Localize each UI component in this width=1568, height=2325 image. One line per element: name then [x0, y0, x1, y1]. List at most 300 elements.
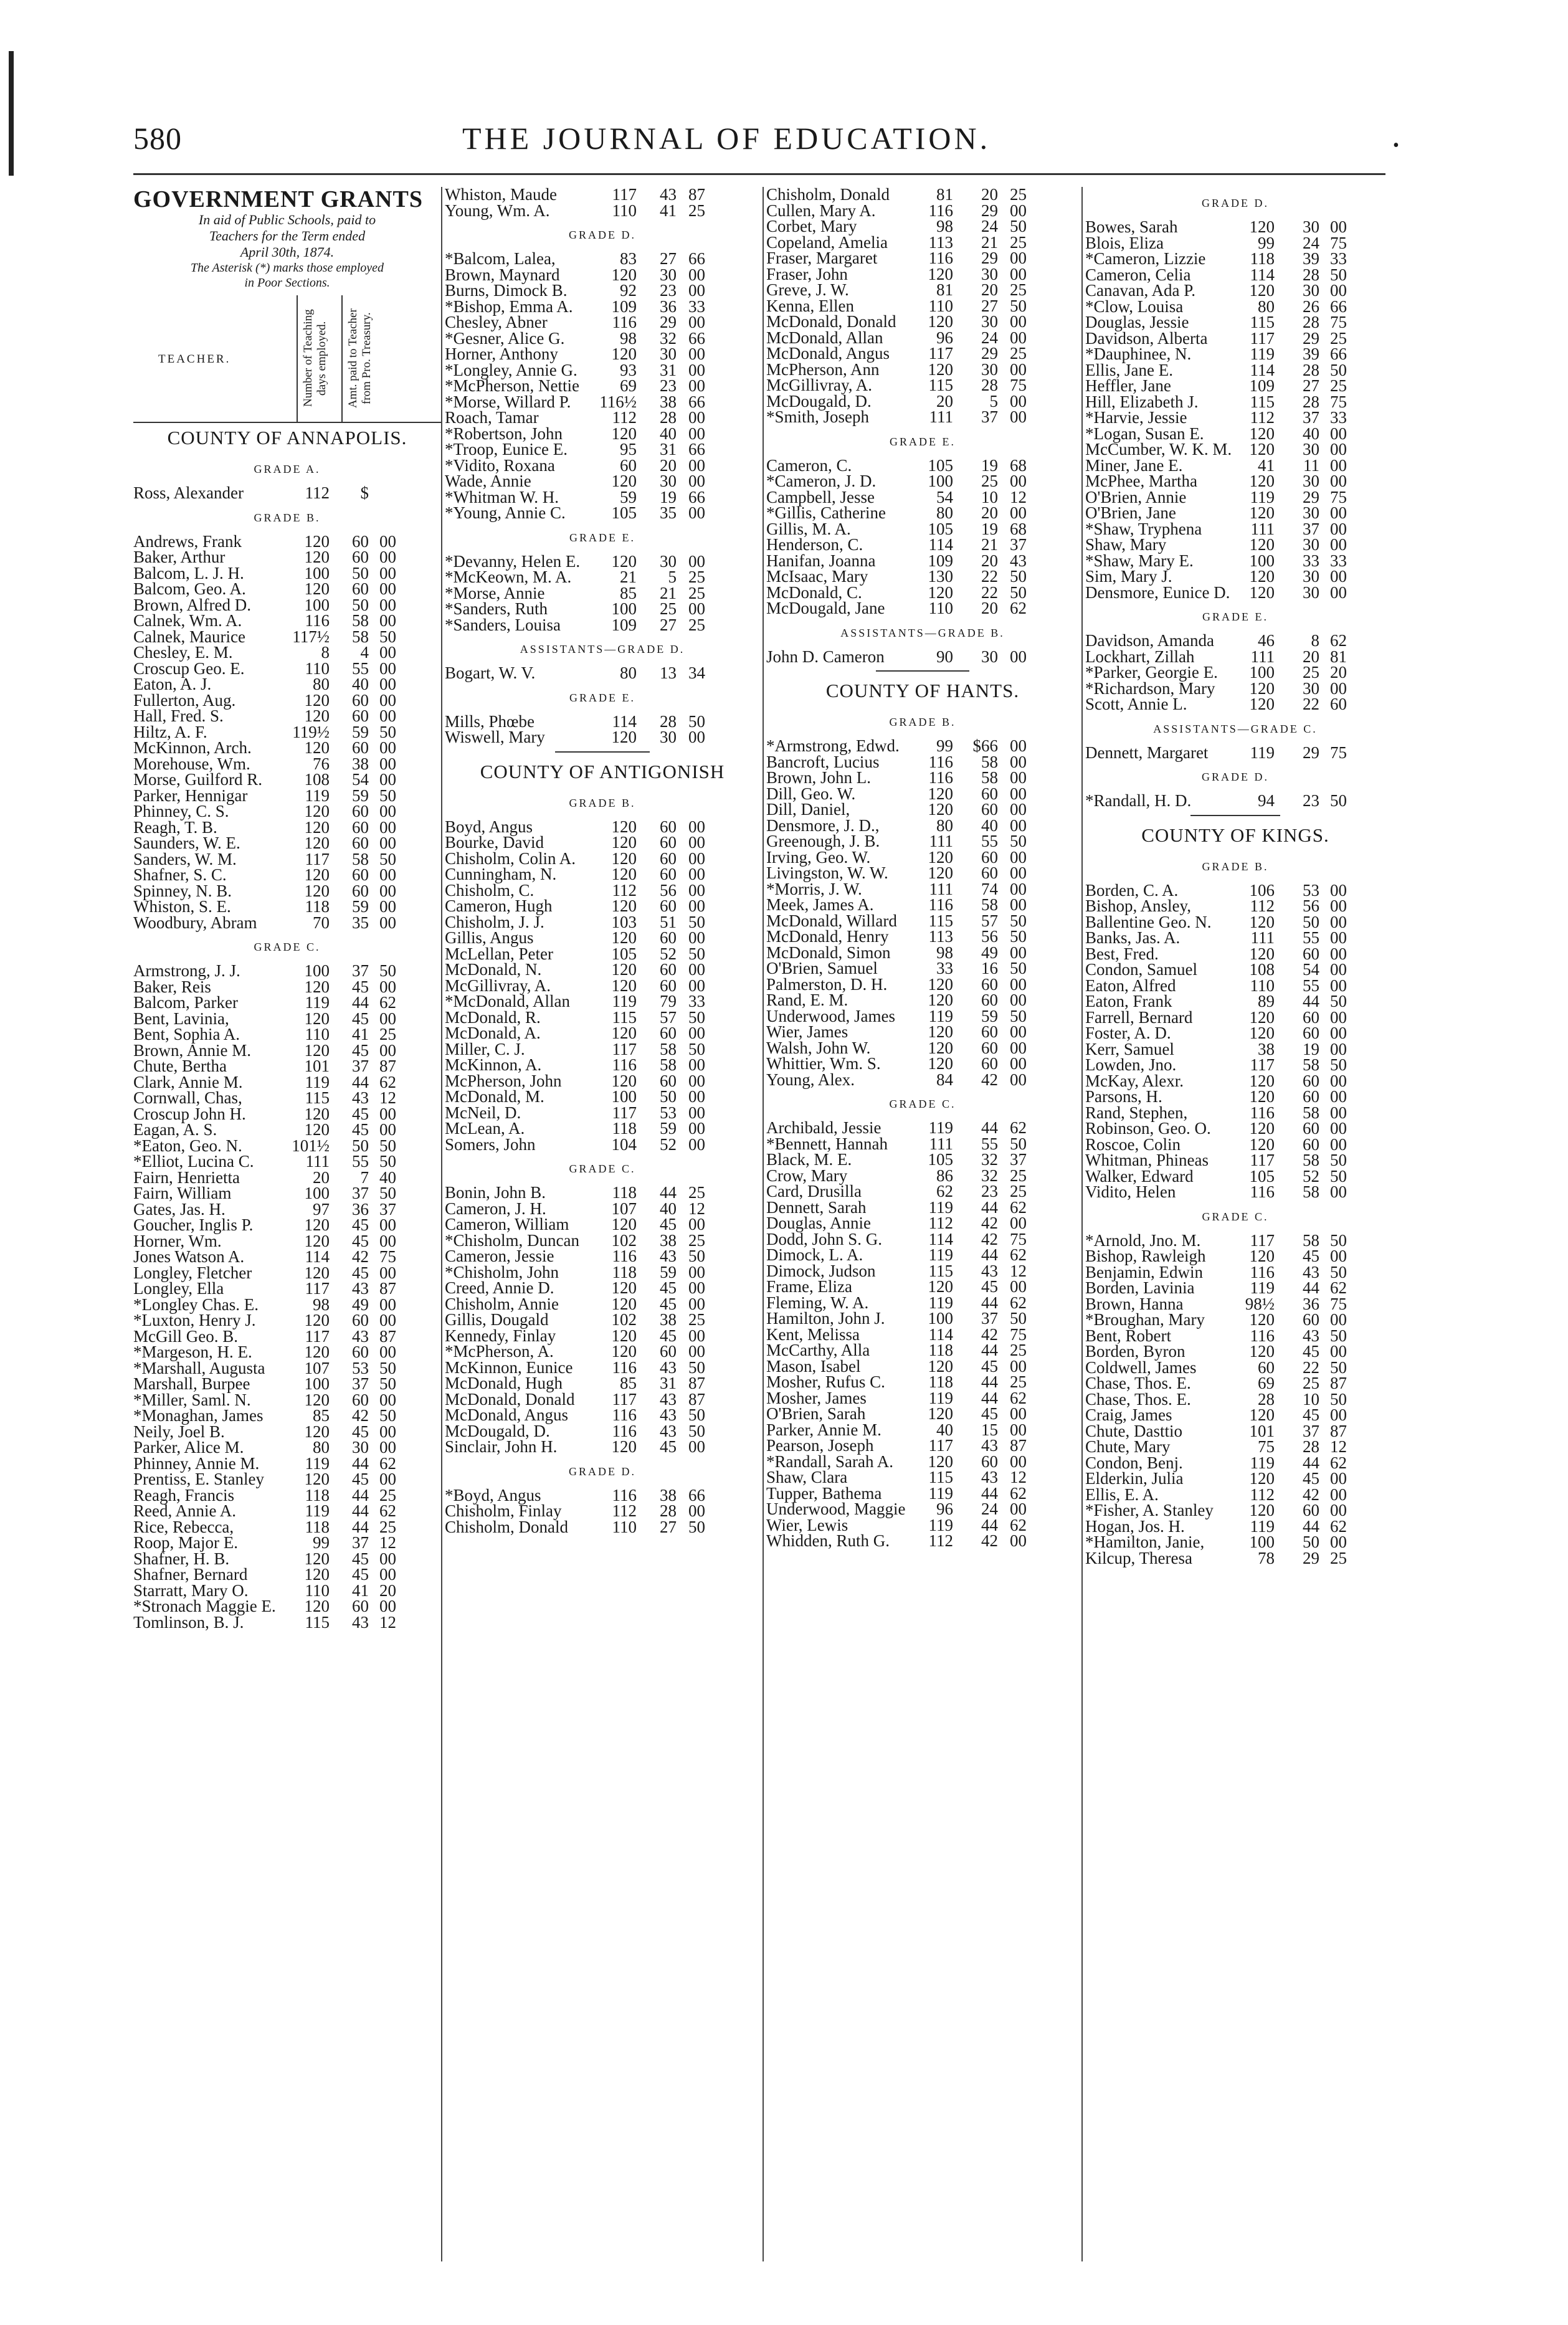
teacher-name: Eaton, A. J. — [133, 675, 212, 693]
amount-cents: 00 — [1330, 1485, 1347, 1504]
teacher-row — [766, 1215, 1079, 1232]
amount-dollars: 52 — [660, 1134, 677, 1154]
days-employed: 89 — [1258, 992, 1275, 1010]
amount-dollars: 29 — [981, 344, 998, 363]
days-employed: 116 — [612, 1055, 637, 1074]
amount-dollars: 42 — [981, 1229, 998, 1248]
amount-dollars: 58 — [1303, 1230, 1319, 1250]
days-employed: 120 — [928, 847, 953, 867]
teacher-row — [1085, 898, 1385, 915]
days-employed: 120 — [611, 424, 637, 443]
teacher-name: *Gillis, Catherine — [766, 503, 886, 522]
days-employed: 120 — [611, 728, 637, 746]
days-employed: 119 — [928, 1293, 953, 1312]
days-employed: 120 — [304, 548, 330, 566]
amount-cents: 00 — [688, 551, 705, 571]
days-employed: 120 — [611, 1326, 637, 1345]
amount-dollars: 60 — [352, 706, 369, 725]
amount-dollars: 29 — [981, 201, 998, 220]
amount-dollars: 29 — [1303, 487, 1319, 506]
amount-dollars: 43 — [352, 1088, 369, 1107]
teacher-row — [133, 708, 441, 725]
days-employed: 111 — [929, 407, 953, 426]
amount-dollars: 19 — [981, 519, 998, 538]
amount-dollars: 43 — [352, 1279, 369, 1298]
amount-dollars: 60 — [660, 976, 677, 995]
amount-dollars: 55 — [981, 832, 998, 850]
teacher-row — [1085, 1153, 1385, 1169]
teacher-name: *Sanders, Louisa — [445, 615, 561, 634]
amount-dollars: 43 — [981, 1436, 998, 1455]
days-employed: 116 — [612, 1485, 637, 1505]
days-employed: 80 — [936, 503, 953, 522]
amount-dollars: 20 — [660, 455, 677, 475]
teacher-name: Pearson, Joseph — [766, 1436, 874, 1455]
days-employed: 120 — [1249, 1134, 1275, 1154]
days-employed: 120 — [611, 472, 637, 490]
amount-cents: 00 — [688, 880, 705, 900]
amount-cents: 00 — [688, 503, 705, 522]
amount-cents: 62 — [1010, 1293, 1027, 1312]
amount-cents: 00 — [688, 1278, 705, 1297]
amount-cents: 50 — [1330, 1230, 1347, 1250]
days-employed: 76 — [313, 754, 330, 773]
days-employed: 120 — [1249, 1501, 1275, 1519]
teacher-row — [766, 1438, 1079, 1454]
teacher-name: Fullerton, Aug. — [133, 690, 236, 710]
teacher-name: Mosher, Rufus C. — [766, 1372, 885, 1391]
amount-dollars: 25 — [1303, 663, 1319, 682]
amount-dollars: 59 — [352, 786, 369, 805]
days-employed: 81 — [936, 187, 953, 204]
teacher-name: Tomlinson, B. J. — [133, 1612, 244, 1632]
amount-dollars: 27 — [660, 615, 677, 634]
amount-dollars: 44 — [981, 1515, 998, 1534]
amount-dollars: 44 — [352, 1072, 369, 1091]
amount-dollars: 44 — [981, 1197, 998, 1217]
amount-dollars: 43 — [660, 1405, 677, 1424]
amount-cents: 25 — [688, 1230, 705, 1250]
amount-dollars: 55 — [1303, 928, 1319, 947]
amount-cents: 62 — [379, 1501, 396, 1520]
amount-dollars: 20 — [981, 187, 998, 204]
teacher-row — [133, 677, 441, 693]
amount-dollars: 45 — [981, 1404, 998, 1423]
teacher-name: McDonald, M. — [445, 1087, 544, 1106]
days-employed: 110 — [305, 1581, 330, 1600]
days-employed: 120 — [928, 1277, 953, 1296]
days-employed: 120 — [304, 1104, 330, 1123]
teacher-name: Shaw, Mary — [1085, 535, 1167, 554]
amount-cents: 37 — [379, 1199, 396, 1219]
amount-dollars: 60 — [1303, 1024, 1319, 1042]
teacher-name: McCarthy, Alla — [766, 1341, 870, 1359]
amount-dollars: 53 — [1303, 880, 1319, 900]
teacher-row — [766, 219, 1079, 235]
teacher-name: *Randall, Sarah A. — [766, 1452, 893, 1471]
teacher-name: Hamilton, John J. — [766, 1309, 885, 1328]
days-employed: 117 — [1250, 1230, 1275, 1250]
amount-cents: 25 — [1010, 1372, 1027, 1391]
amount-cents: 00 — [379, 738, 396, 757]
teacher-row — [445, 410, 760, 426]
amount-cents: 50 — [379, 786, 396, 805]
amount-cents: 00 — [1010, 974, 1027, 994]
amount-cents: 00 — [1010, 391, 1027, 411]
amount-cents: 75 — [1330, 392, 1347, 411]
teacher-name: Sinclair, John H. — [445, 1437, 558, 1456]
days-employed: 99 — [313, 1533, 330, 1552]
amount-dollars: 38 — [352, 754, 369, 773]
grants-subtitle-line-1: In aid of Public Schools, paid to — [198, 212, 376, 227]
amount-dollars: 60 — [352, 548, 369, 566]
amount-cents: 00 — [1010, 1038, 1027, 1057]
teacher-name: *Shaw, Tryphena — [1085, 519, 1202, 538]
teacher-name: Wier, James — [766, 1022, 848, 1041]
amount-cents: 00 — [379, 1040, 396, 1060]
days-employed: 111 — [929, 832, 953, 850]
teacher-name: Eaton, Frank — [1085, 992, 1172, 1010]
teacher-name: Chute, Mary — [1085, 1437, 1171, 1456]
amount-dollars: 40 — [660, 1199, 677, 1218]
teacher-name: Craig, James — [1085, 1405, 1172, 1424]
teacher-row — [766, 569, 1079, 585]
teacher-name: *Longley, Annie G. — [445, 360, 577, 379]
teacher-name: Morse, Guilford R. — [133, 770, 262, 789]
days-employed: 116½ — [599, 392, 637, 411]
days-employed: 114 — [928, 1324, 953, 1344]
teacher-name: Dodd, John S. G. — [766, 1229, 883, 1248]
days-employed: 120 — [1249, 424, 1275, 443]
teacher-name: McDonald, C. — [766, 582, 862, 602]
teacher-name: Reagh, Francis — [133, 1485, 234, 1505]
days-employed: 100 — [611, 1087, 637, 1106]
days-employed: 93 — [620, 360, 637, 379]
teacher-name: Cameron, J. H. — [445, 1199, 546, 1218]
amount-cents: 25 — [688, 1183, 705, 1202]
amount-dollars: 60 — [660, 896, 677, 915]
teacher-name: Palmerston, D. H. — [766, 974, 888, 994]
amount-dollars: 39 — [1303, 345, 1319, 363]
teacher-name: Fraser, Margaret — [766, 249, 878, 267]
days-employed: 120 — [928, 863, 953, 882]
days-employed: 103 — [611, 912, 637, 931]
days-employed: 120 — [304, 1390, 330, 1409]
teacher-name: Whiston, Maude — [445, 187, 557, 204]
amount-cents: 00 — [1330, 1533, 1347, 1551]
teacher-row — [133, 1154, 441, 1170]
amount-dollars: 35 — [660, 503, 677, 522]
teacher-name: Cameron, William — [445, 1215, 569, 1234]
days-employed: 118 — [305, 1517, 330, 1536]
teacher-name: *Parker, Georgie E. — [1085, 663, 1218, 682]
teacher-row — [445, 1121, 760, 1137]
amount-cents: 00 — [1010, 1452, 1027, 1471]
amount-cents: 50 — [1010, 911, 1027, 930]
amount-cents: 00 — [379, 595, 396, 614]
grants-subtitle-line-3: April 30th, 1874. — [240, 244, 335, 260]
amount-cents: 12 — [1010, 487, 1027, 506]
grade-heading: GRADE C. — [1202, 1210, 1269, 1223]
days-employed: 100 — [928, 472, 953, 490]
amount-cents: 50 — [1010, 832, 1027, 850]
amount-dollars: 16 — [981, 959, 998, 977]
teacher-name: Chisholm, Donald — [766, 187, 890, 204]
teacher-row — [1085, 1280, 1385, 1296]
amount-cents: 25 — [1010, 280, 1027, 299]
teacher-name: Bent, Sophia A. — [133, 1025, 240, 1044]
amount-dollars: 60 — [1303, 944, 1319, 963]
amount-cents: 66 — [688, 328, 705, 348]
teacher-name: Hogan, Jos. H. — [1085, 1516, 1185, 1536]
amount-cents: 00 — [1330, 880, 1347, 900]
days-employed: 59 — [620, 487, 637, 506]
amount-cents: 00 — [1010, 784, 1027, 803]
days-employed: 120 — [304, 579, 330, 598]
amount-cents: 00 — [688, 408, 705, 427]
amount-dollars: 30 — [1303, 217, 1319, 236]
teacher-name: Bonin, John B. — [445, 1183, 546, 1202]
amount-dollars: 23 — [1303, 791, 1319, 810]
amount-dollars: 25 — [660, 599, 677, 618]
teacher-name: *Eaton, Geo. N. — [133, 1136, 242, 1155]
teacher-name: Baker, Reis — [133, 977, 211, 996]
amount-dollars: 59 — [352, 722, 369, 741]
teacher-name: Davidson, Alberta — [1085, 328, 1208, 348]
teacher-row — [133, 1281, 441, 1297]
teacher-name: Underwood, James — [766, 1006, 895, 1025]
amount-cents: 00 — [1330, 976, 1347, 995]
amount-dollars: 22 — [1303, 1357, 1319, 1377]
amount-dollars: 45 — [1303, 1247, 1319, 1265]
days-employed: 120 — [304, 1311, 330, 1329]
amount-dollars: 56 — [981, 927, 998, 946]
days-employed: 120 — [1249, 472, 1275, 490]
amount-dollars: 43 — [660, 1421, 677, 1440]
days-employed: 116 — [928, 768, 953, 787]
days-employed: 41 — [1258, 455, 1275, 475]
days-employed: 120 — [1249, 535, 1275, 554]
teacher-row — [766, 1120, 1079, 1136]
teacher-row — [766, 738, 1079, 754]
amount-cents: 00 — [1330, 535, 1347, 554]
teacher-row — [445, 1025, 760, 1042]
teacher-name: *Devanny, Helen E. — [445, 551, 581, 571]
days-employed: 120 — [304, 1597, 330, 1615]
teacher-name: McDonald, Donald — [766, 312, 896, 331]
amount-dollars: 45 — [660, 1294, 677, 1313]
teacher-name: Bancroft, Lucius — [766, 752, 880, 771]
teacher-name: Chase, Thos. E. — [1085, 1389, 1191, 1409]
amount-cents: 00 — [1010, 1277, 1027, 1296]
days-employed: 120 — [611, 551, 637, 571]
teacher-name: *Morris, J. W. — [766, 879, 862, 898]
amount-cents: 25 — [379, 1485, 396, 1505]
amount-dollars: 20 — [1303, 647, 1319, 666]
amount-cents: 34 — [688, 663, 705, 682]
teacher-name: Horner, Anthony — [445, 345, 558, 363]
days-employed: 116 — [612, 313, 637, 331]
amount-dollars: 37 — [981, 1309, 998, 1328]
teacher-name: Walker, Edward — [1085, 1166, 1194, 1186]
days-employed: 120 — [611, 1024, 637, 1042]
amount-cents: 12 — [1010, 1468, 1027, 1486]
teacher-name: Ellis, Jane E. — [1085, 360, 1173, 379]
amount-cents: 00 — [379, 611, 396, 630]
teacher-name: *Cameron, Lizzie — [1085, 249, 1206, 268]
amount-cents: 12 — [688, 1199, 705, 1218]
days-employed: 118 — [928, 1341, 953, 1359]
amount-cents: 00 — [379, 1390, 396, 1409]
teacher-row — [445, 1503, 760, 1519]
days-employed: 120 — [1249, 582, 1275, 602]
grade-heading: GRADE E. — [569, 691, 635, 704]
days-employed: 80 — [620, 663, 637, 682]
teacher-row — [766, 1374, 1079, 1391]
days-employed: 120 — [1249, 1310, 1275, 1329]
amount-cents: 00 — [1010, 895, 1027, 914]
amount-dollars: 38 — [660, 392, 677, 411]
amount-cents: 00 — [379, 770, 396, 789]
teacher-row — [133, 1313, 441, 1329]
days-employed: 120 — [928, 974, 953, 994]
teacher-name: Ross, Alexander — [133, 483, 244, 502]
days-employed: 120 — [611, 896, 637, 915]
amount-cents: 81 — [1330, 647, 1347, 666]
amount-cents: 33 — [1330, 551, 1347, 570]
teacher-name: *Chisholm, Duncan — [445, 1230, 579, 1250]
teacher-row — [1085, 1344, 1385, 1360]
teacher-name: *Armstrong, Edwd. — [766, 736, 900, 755]
days-employed: 117 — [612, 1389, 637, 1409]
teacher-row — [1085, 537, 1385, 553]
teacher-name: Corbet, Mary — [766, 217, 857, 235]
teacher-name: McDonald, Henry — [766, 927, 889, 946]
amount-cents: 00 — [1010, 249, 1027, 267]
days-employed: 120 — [304, 1549, 330, 1568]
amount-cents: 50 — [688, 1247, 705, 1265]
amount-dollars: 41 — [660, 201, 677, 220]
days-employed: 81 — [936, 280, 953, 299]
amount-dollars: 30 — [981, 264, 998, 283]
days-employed: 85 — [620, 1374, 637, 1392]
teacher-row — [133, 581, 441, 597]
teacher-name: Chute, Dasttio — [1085, 1421, 1182, 1440]
teacher-name: McLellan, Peter — [445, 944, 553, 963]
teacher-name: McKinnon, Arch. — [133, 738, 252, 757]
teacher-name: McDonald, Allan — [766, 328, 883, 347]
teacher-name: Cameron, Jessie — [445, 1247, 554, 1265]
teacher-name: Black, M. E. — [766, 1150, 852, 1169]
days-employed: 115 — [305, 1612, 330, 1632]
amount-cents: 66 — [688, 1485, 705, 1505]
teacher-name: *Richardson, Mary — [1085, 678, 1215, 698]
amount-dollars: 30 — [1303, 281, 1319, 300]
teacher-row — [1085, 283, 1385, 299]
teacher-name: Davidson, Amanda — [1085, 631, 1214, 650]
amount-cents: 25 — [1010, 1182, 1027, 1201]
amount-cents: 50 — [1010, 1006, 1027, 1025]
amount-dollars: 29 — [660, 313, 677, 331]
amount-cents: 33 — [1330, 249, 1347, 268]
teacher-name: Jones Watson A. — [133, 1247, 245, 1266]
teacher-name: Kent, Melissa — [766, 1324, 860, 1344]
days-employed: 112 — [1250, 896, 1275, 915]
teacher-row — [445, 617, 760, 634]
amount-cents: 00 — [688, 313, 705, 331]
asterisk-note-line-2: in Poor Sections. — [244, 276, 330, 290]
teacher-row — [1085, 793, 1385, 809]
teacher-name: McDonald, Hugh — [445, 1374, 563, 1392]
amount-dollars: 31 — [660, 440, 677, 459]
days-employed: 117 — [305, 1279, 330, 1298]
teacher-name: Parker, Alice M. — [133, 1438, 244, 1457]
teacher-row — [133, 740, 441, 756]
amount-cents: 00 — [1330, 896, 1347, 915]
section-rule — [445, 746, 760, 757]
amount-dollars: 60 — [981, 991, 998, 1009]
amount-cents: 00 — [1010, 264, 1027, 283]
amount-cents: 00 — [688, 345, 705, 363]
amount-cents: 00 — [1330, 1310, 1347, 1329]
days-employed: 119 — [928, 1483, 953, 1503]
teacher-name: Parker, Hennigar — [133, 786, 248, 805]
amount-cents: 00 — [1330, 440, 1347, 459]
amount-cents: 87 — [688, 1374, 705, 1392]
teacher-name: Whitman, Phineas — [1085, 1151, 1209, 1169]
column-1 — [133, 187, 441, 2261]
amount-cents: 00 — [1330, 1469, 1347, 1488]
amount-cents: 50 — [379, 1184, 396, 1202]
days-employed: 117 — [305, 849, 330, 868]
days-employed: 21 — [620, 568, 637, 586]
teacher-name: Balcom, L. J. H. — [133, 563, 244, 582]
amount-cents: 50 — [1010, 217, 1027, 235]
amount-dollars: 30 — [981, 647, 998, 666]
teacher-row — [1085, 582, 1385, 602]
amount-cents: 00 — [1330, 1342, 1347, 1361]
amount-dollars: 27 — [981, 296, 998, 315]
amount-dollars: 44 — [981, 1245, 998, 1264]
amount-dollars: 37 — [352, 1057, 369, 1075]
teacher-row — [766, 1406, 1079, 1422]
days-employed: 119 — [612, 992, 637, 1010]
amount-dollars: 53 — [352, 1358, 369, 1377]
amount-cents: 00 — [1330, 678, 1347, 698]
teacher-row — [766, 1056, 1079, 1072]
amount-dollars: 58 — [1303, 1182, 1319, 1201]
amount-dollars: 30 — [660, 551, 677, 571]
amount-cents: 00 — [688, 455, 705, 475]
amount-cents: 00 — [1010, 1531, 1027, 1550]
grade-heading: GRADE D. — [569, 229, 636, 241]
days-employed: 96 — [936, 1500, 953, 1518]
days-employed: 110 — [305, 659, 330, 678]
teacher-name: Bishop, Ansley, — [1085, 896, 1192, 915]
teacher-name: *Boyd, Angus — [445, 1485, 541, 1505]
column-3 — [766, 187, 1079, 2261]
amount-dollars: 28 — [1303, 265, 1319, 284]
grade-heading: GRADE D. — [1202, 197, 1269, 209]
teacher-name: Woodbury, Abram — [133, 913, 257, 932]
teacher-row — [1085, 1184, 1385, 1201]
amount-dollars: 58 — [1303, 1055, 1319, 1074]
teacher-row — [766, 1247, 1079, 1263]
days-employed: 100 — [304, 563, 330, 582]
teacher-row — [1085, 665, 1385, 681]
amount-dollars: 30 — [1303, 440, 1319, 459]
teacher-row — [445, 1439, 760, 1455]
